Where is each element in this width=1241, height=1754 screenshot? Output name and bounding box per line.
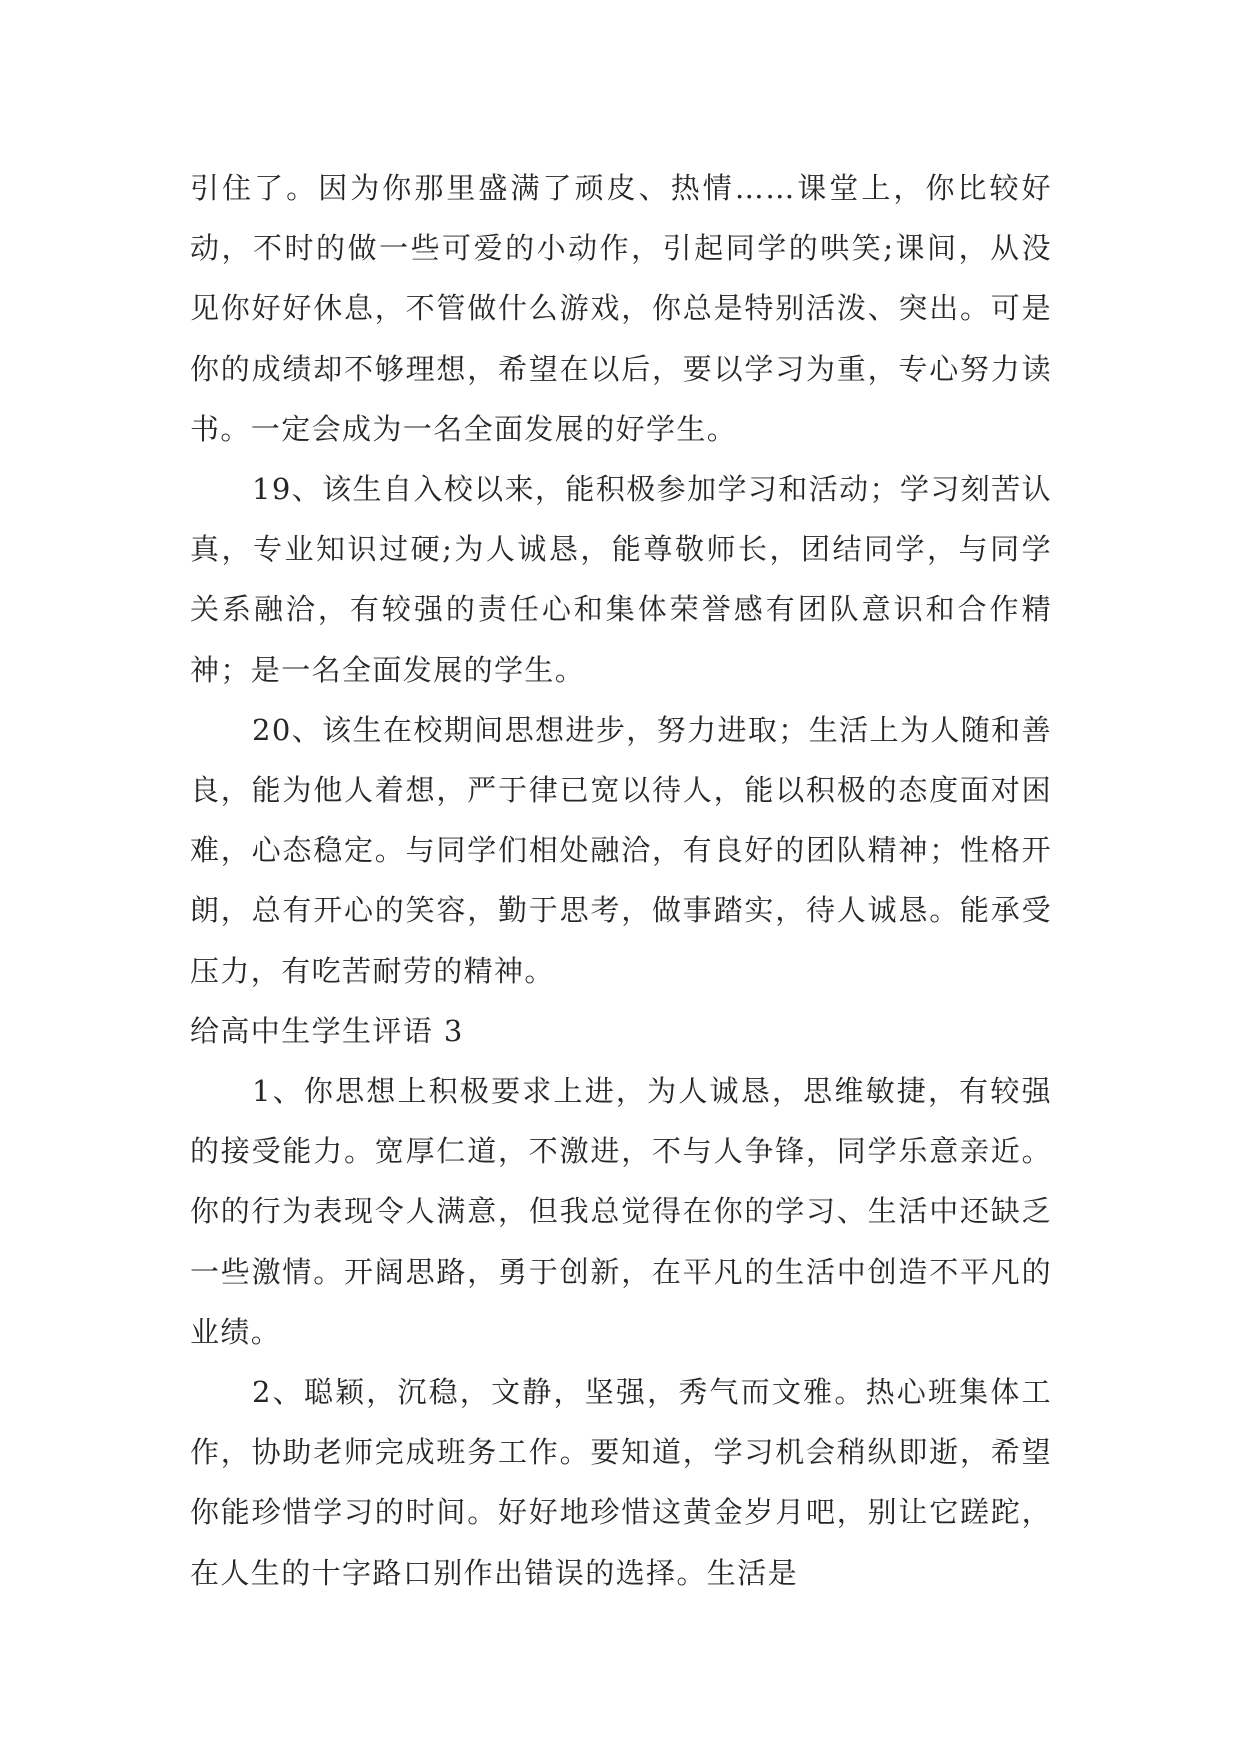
section-heading: 给高中生学生评语 3 bbox=[190, 1013, 464, 1048]
paragraph-comment-20: 20、该生在校期间思想进步，努力进取；生活上为人随和善良，能为他人着想，严于律已宽以待人，能以积极的态度面对困难，心态稳定。与同学们相处融洽，有良好的团队精神；性格开朗，总有开心的笑容，勤于思考，做事踏实，待人诚恳。能承受压力，有吃苦耐劳的精神。 bbox=[190, 712, 1052, 988]
paragraph-comment-19: 19、该生自入校以来，能积极参加学习和活动；学习刻苦认真，专业知识过硬;为人诚恳，能尊敬师长，团结同学，与同学关系融洽，有较强的责任心和集体荣誉感有团队意识和合作精神；是一名全面发展的学生。 bbox=[190, 472, 1052, 687]
paragraph-section3-comment-1: 1、你思想上积极要求上进，为人诚恳，思维敏捷，有较强的接受能力。宽厚仁道，不激进，不与人争锋，同学乐意亲近。你的行为表现令人满意，但我总觉得在你的学习、生活中还缺乏一些激情。开阔思路，勇于创新，在平凡的生活中创造不平凡的业绩。 bbox=[190, 1074, 1052, 1349]
paragraph-section3-comment-2: 2、聪颖，沉稳，文静，坚强，秀气而文雅。热心班集体工作，协助老师完成班务工作。要知道，学习机会稍纵即逝，希望你能珍惜学习的时间。好好地珍惜这黄金岁月吧，别让它蹉跎，在人生的十字路口别作出错误的选择。生活是 bbox=[190, 1375, 1052, 1590]
document-body bbox=[190, 158, 1052, 1603]
paragraph-continued: 引住了。因为你那里盛满了顽皮、热情……课堂上，你比较好动，不时的做一些可爱的小动作，引起同学的哄笑;课间，从没见你好好休息，不管做什么游戏，你总是特别活泼、突出。可是你的成绩却不够理想，希望在以后，要以学习为重，专心努力读书。一定会成为一名全面发展的好学生。 bbox=[190, 171, 1052, 446]
